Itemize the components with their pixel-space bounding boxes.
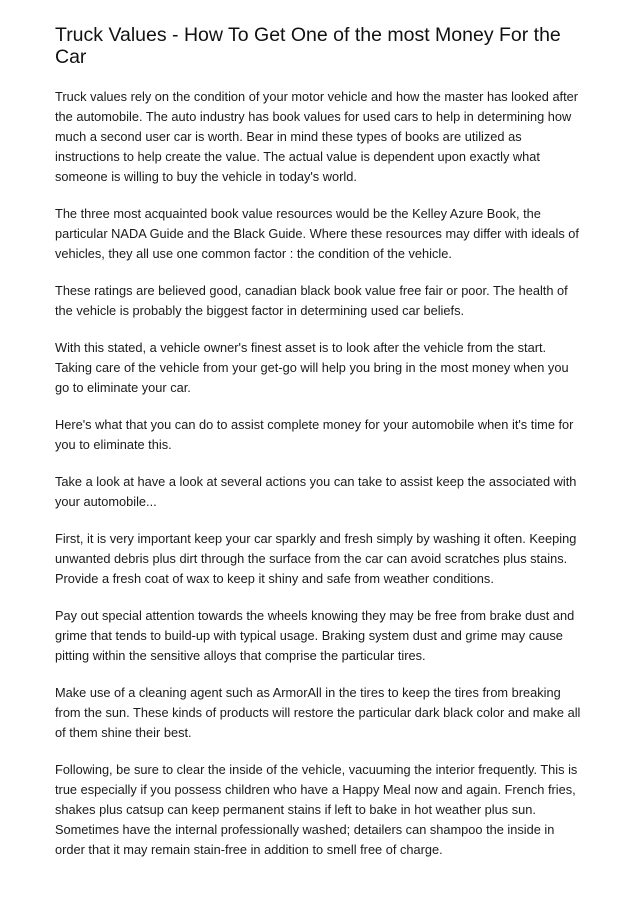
document-page (55, 24, 583, 877)
paragraph-7: First, it is very important keep your car sparkly and fresh simply by washing it often. Keeping unwanted debris plus dirt through the surface from the car can avoid scratches plus stains. Provide a fresh coat of wax to keep it shiny and safe from weather conditions. (55, 531, 577, 586)
paragraph-3: These ratings are believed good, canadian black book value free fair or poor. The health of the vehicle is probably the biggest factor in determining used car beliefs. (55, 283, 568, 318)
paragraph-9: Make use of a cleaning agent such as ArmorAll in the tires to keep the tires from breaking from the sun. These kinds of products will restore the particular dark black color and make all of them shine their best. (55, 685, 581, 740)
paragraph-5: Here's what that you can do to assist complete money for your automobile when it's time for you to eliminate this. (55, 417, 574, 452)
paragraph-4: With this stated, a vehicle owner's finest asset is to look after the vehicle from the start. Taking care of the vehicle from your get-go will help you bring in the most money when you go to eliminate your car. (55, 340, 569, 395)
paragraph-8: Pay out special attention towards the wheels knowing they may be free from brake dust and grime that tends to build-up with typical usage. Braking system dust and grime may cause pitting within the sensitive alloys that comprise the particular tires. (55, 608, 575, 663)
document-title: Truck Values - How To Get One of the most Money For the Car (55, 24, 561, 68)
paragraph-2: The three most acquainted book value resources would be the Kelley Azure Book, the particular NADA Guide and the Black Guide. Where these resources may differ with ideals of vehicles, they all use one common factor : the condition of the vehicle. (55, 206, 579, 261)
paragraph-10: Following, be sure to clear the inside of the vehicle, vacuuming the interior frequently. This is true especially if you possess children who have a Happy Meal now and again. French fries, shakes plus catsup can keep permanent stains if left to bake in hot weather plus sun. Sometimes have the internal professionally washed; detailers can shampoo the inside in order that it may remain stain-free in addition to smell free of charge. (55, 762, 578, 857)
paragraph-6: Take a look at have a look at several actions you can take to assist keep the associated with your automobile... (55, 474, 577, 509)
paragraph-1: Truck values rely on the condition of your motor vehicle and how the master has looked after the automobile. The auto industry has book values for used cars to help in determining how much a second user car is worth. Bear in mind these types of books are utilized as instructions to help create the value. The actual value is dependent upon exactly what someone is willing to buy the vehicle in today's world. (55, 89, 579, 184)
